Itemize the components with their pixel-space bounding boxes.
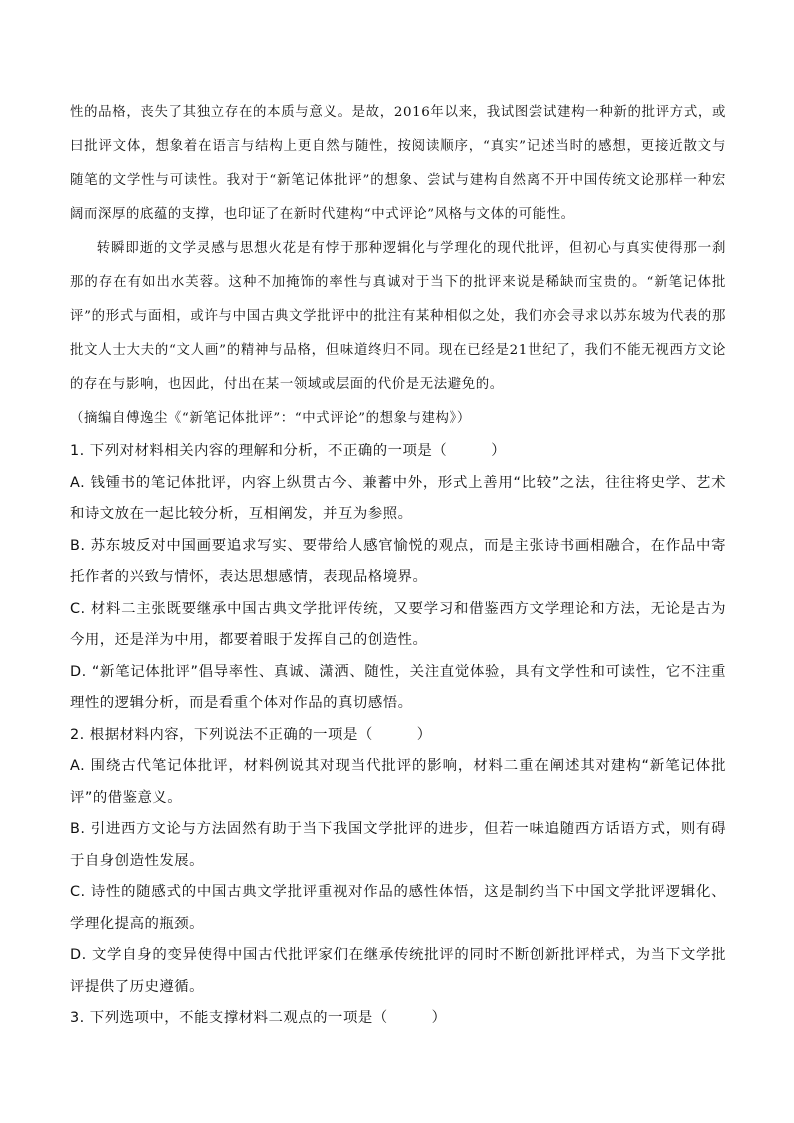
question-stem-close: ） bbox=[491, 443, 507, 459]
passage-paragraph: 转瞬即逝的文学灵感与思想火花是有悖于那种逻辑化与学理化的现代批评，但初心与真实使得那一刹那的存在有如出水芙蓉。这种不加掩饰的率性与真诚对于当下的批评来说是稀缺而宝贵的。“新笔记体批评”的形式与面相，或许与中国古典文学批评中的批注有某种相似之处，我们亦会寻求以苏东坡为代表的那批文人士大夫的“文人画”的精神与品格，但味道终归不同。现在已经是21世纪了，我们不能无视西方文论的存在与影响，也因此，付出在某一领域或层面的代价是无法避免的。 bbox=[70, 241, 726, 392]
document-page bbox=[70, 96, 726, 1035]
option-b: B. 引进西方文论与方法固然有助于当下我国文学批评的进步，但若一味追随西方话语方式，则有碍于自身创造性发展。 bbox=[70, 821, 726, 869]
option-c: C. 材料二主张既要继承中国古典文学批评传统，又要学习和借鉴西方文学理论和方法，无论是古为今用，还是洋为中用，都要着眼于发挥自己的创造性。 bbox=[70, 600, 726, 648]
reading-passage bbox=[70, 96, 726, 436]
question-stem bbox=[70, 720, 726, 752]
passage-source-citation: （摘编自傅逸尘《“新笔记体批评”：“中式评论”的想象与建构》） bbox=[70, 411, 471, 426]
option-d: D. 文学自身的变异使得中国古代批评家们在继承传统批评的同时不断创新批评样式，为当下文学批评提供了历史遵循。 bbox=[70, 947, 726, 995]
option-b: B. 苏东坡反对中国画要追求写实、要带给人感官愉悦的观点，而是主张诗书画相融合，在作品中寄托作者的兴致与情怀，表达思想感情，表现品格境界。 bbox=[70, 537, 726, 585]
question-list bbox=[70, 436, 726, 1035]
question-stem-close: ） bbox=[416, 726, 432, 743]
option-d: D. “新笔记体批评”倡导率性、真诚、潇洒、随性，关注直觉体验，具有文学性和可读性，它不注重理性的逻辑分析，而是看重个体对作品的真切感悟。 bbox=[70, 663, 726, 711]
question-stem-text: 3. 下列选项中，不能支撑材料二观点的一项是（ bbox=[70, 1010, 388, 1026]
option-a: A. 围绕古代笔记体批评，材料例说其对现当代批评的影响，材料二重在阐述其对建构“新笔记体批评”的借鉴意义。 bbox=[70, 758, 726, 806]
question-stem-text: 2. 根据材料内容，下列说法不正确的一项是（ bbox=[70, 726, 373, 743]
question-1 bbox=[70, 436, 726, 720]
question-stem bbox=[70, 1003, 726, 1035]
question-stem-close: ） bbox=[431, 1010, 447, 1026]
question-2 bbox=[70, 720, 726, 1004]
question-3 bbox=[70, 1003, 726, 1035]
passage-paragraph: 性的品格，丧失了其独立存在的本质与意义。是故，2016年以来，我试图尝试建构一种新的批评方式，或曰批评文体，想象着在语言与结构上更自然与随性，按阅读顺序，“真实”记述当时的感想，更接近散文与随笔的文学性与可读性。我对于“新笔记体批评”的想象、尝试与建构自然离不开中国传统文论那样一种宏阔而深厚的底蕴的支撑，也印证了在新时代建构“中式评论”风格与文体的可能性。 bbox=[70, 105, 726, 222]
option-c: C. 诗性的随感式的中国古典文学批评重视对作品的感性体悟，这是制约当下中国文学批评逻辑化、学理化提高的瓶颈。 bbox=[70, 884, 726, 932]
option-a: A. 钱锺书的笔记体批评，内容上纵贯古今、兼蓄中外，形式上善用“比较”之法，往往将史学、艺术和诗文放在一起比较分析，互相阐发，并互为参照。 bbox=[70, 474, 726, 522]
question-stem bbox=[70, 436, 726, 468]
question-stem-text: 1. 下列对材料相关内容的理解和分析，不正确的一项是（ bbox=[70, 443, 448, 459]
